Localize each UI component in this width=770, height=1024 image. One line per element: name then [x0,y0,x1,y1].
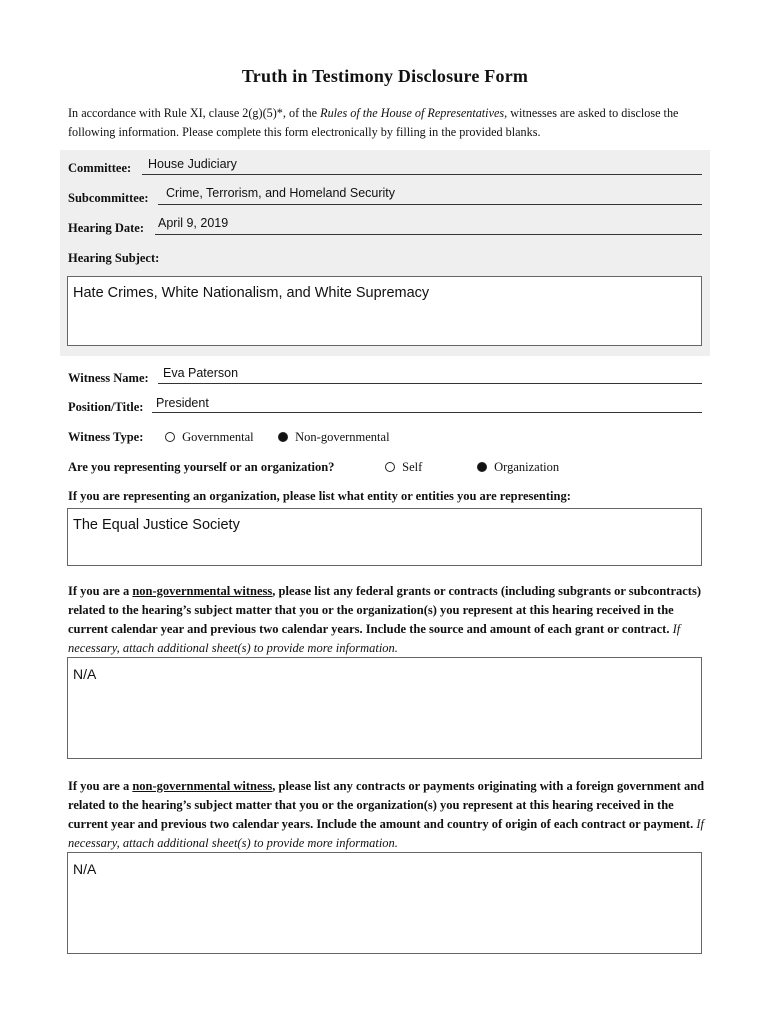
intro-pre: In accordance with Rule XI, clause 2(g)(5)*, of the [68,106,321,120]
hearing-subject-label: Hearing Subject: [68,251,160,265]
witness-type-nongovernmental-option[interactable] [278,430,390,445]
self-radio[interactable] [385,462,395,472]
grants-nongov-witness: non-governmental witness [132,584,273,598]
grants-post: , please list any federal grants or contracts (including subgrants or subcontracts) related to the hearing’s subject matter that you or the organization(s) you represent at this hearing received in the current calendar year and previous two calendar years. Include the source and amount of each grant or contract. [68,584,701,636]
self-label: Self [402,460,423,474]
intro-text [68,104,708,142]
foreign-nongov-witness: non-governmental witness [132,779,273,793]
representing-label: Are you representing yourself or an organization? [68,460,335,474]
nongovernmental-label: Non-governmental [295,430,390,444]
form-title: Truth in Testimony Disclosure Form [241,66,529,86]
governmental-radio[interactable] [165,432,175,442]
witness-name-label: Witness Name: [68,371,149,385]
committee-value: House Judiciary [148,157,237,171]
hearing-date-field[interactable] [155,234,702,235]
representing-self-option[interactable] [385,460,422,475]
witness-name-value: Eva Paterson [163,366,239,380]
hearing-date-label: Hearing Date: [68,221,145,235]
witness-type-label: Witness Type: [68,430,144,444]
committee-label: Committee: [68,161,132,175]
intro-rules-italic: Rules of the House of Representatives [320,106,505,120]
grants-note: If necessary, attach additional sheet(s) to provide more information. [68,622,681,655]
representing-organization-option[interactable] [477,460,559,475]
foreign-question [68,777,708,853]
hearing-date-value: April 9, 2019 [158,216,229,230]
governmental-label: Governmental [182,430,254,444]
witness-type-governmental-option[interactable] [165,430,254,445]
foreign-note: If necessary, attach additional sheet(s) to provide more information. [68,817,704,850]
grants-question [68,582,708,658]
entity-label: If you are representing an organization, please list what entity or entities you are representing: [68,489,571,503]
subcommittee-label: Subcommittee: [68,191,149,205]
organization-radio[interactable] [477,462,487,472]
witness-name-field[interactable] [158,383,702,384]
hearing-subject-value: Hate Crimes, White Nationalism, and White Supremacy [73,285,430,301]
subcommittee-field[interactable] [158,204,702,205]
position-value: President [156,396,209,410]
nongovernmental-radio[interactable] [278,432,288,442]
committee-field[interactable] [142,174,702,175]
position-label: Position/Title: [68,400,144,414]
entity-box[interactable] [67,508,702,566]
grants-value: N/A [73,666,97,682]
foreign-pre: If you are a [68,779,133,793]
foreign-box[interactable] [67,852,702,954]
intro-post: , witnesses are asked to disclose the following information. Please complete this form electronically by filling in the provided blanks. [68,106,679,139]
grants-pre: If you are a [68,584,133,598]
hearing-subject-box[interactable] [67,276,702,346]
entity-value: The Equal Justice Society [73,517,240,533]
foreign-post: , please list any contracts or payments originating with a foreign government and related to the hearing’s subject matter that you or the organization(s) you represent at this hearing received in the current year and previous two calendar years. Include the amount and country of origin of each contract or payment. [68,779,705,831]
organization-label: Organization [494,460,560,474]
subcommittee-value: Crime, Terrorism, and Homeland Security [166,186,396,200]
grants-box[interactable] [67,657,702,759]
foreign-value: N/A [73,861,97,877]
position-field[interactable] [152,412,702,413]
